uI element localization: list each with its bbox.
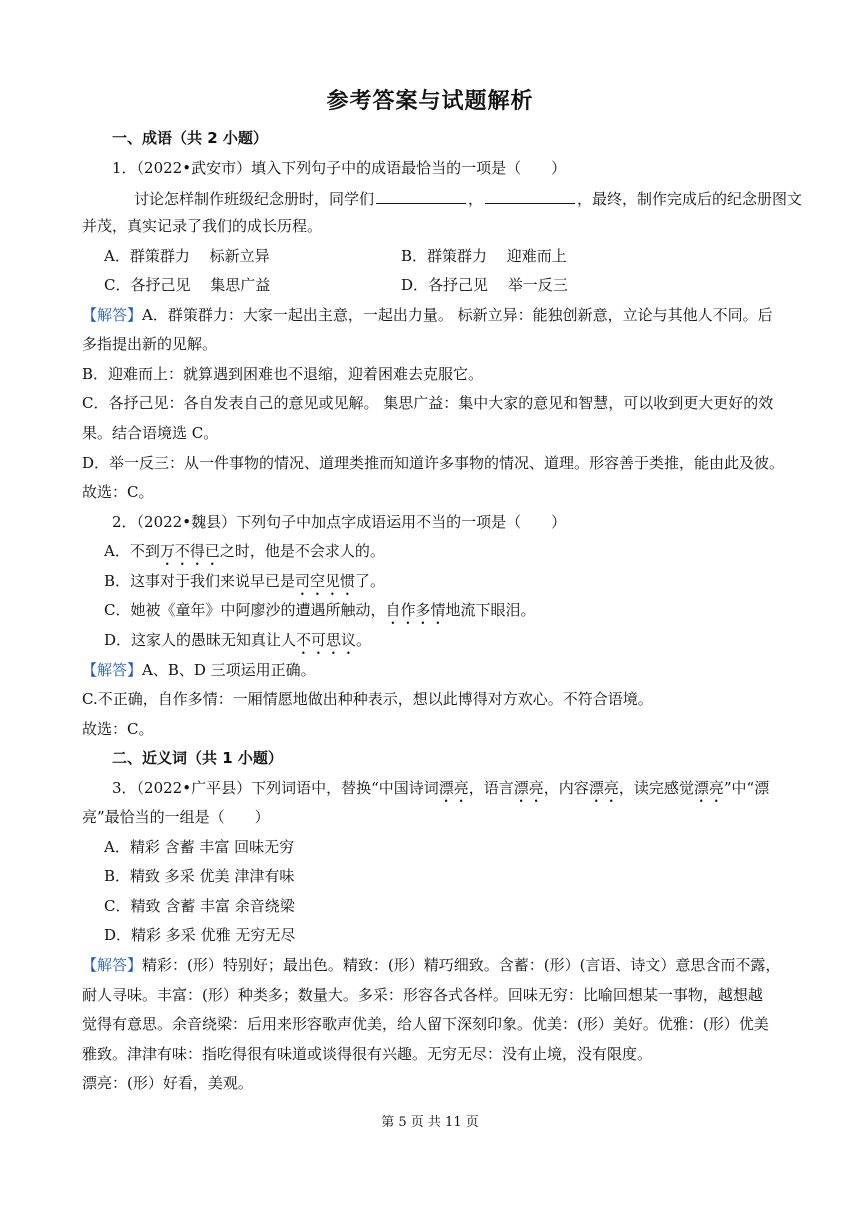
stem-text: ，语言 <box>468 779 514 797</box>
stem-text: 3．（2022•广平县）下列词语中，替换“中国诗词 <box>112 779 439 797</box>
question-2-option-d <box>104 630 371 658</box>
question-3-stem <box>112 778 769 806</box>
question-1-answer <box>82 305 773 325</box>
question-1-options-row2 <box>104 275 568 295</box>
emphasized-idiom: 自作多情 <box>385 601 446 619</box>
answer-line: 多指提出新的见解。 <box>82 335 218 353</box>
option-text: B．这事对于我们来说早已是 <box>104 572 296 590</box>
answer-blank <box>376 189 466 204</box>
answer-text: 精彩：(形）特别好；最出色。精致：(形）精巧细致。含蓄：(形）(言语、诗文）意思含而不露， <box>142 956 781 974</box>
question-2-stem: 2．（2022•魏县）下列句子中加点字成语运用不当的一项是（ ） <box>112 513 567 531</box>
question-2-option-a <box>104 541 385 569</box>
option-text: 了。 <box>355 572 386 590</box>
stem-text: ”中“漂 <box>723 779 770 797</box>
option-c: C．各抒己见 集思广益 <box>104 276 271 294</box>
answer-text: A．群策群力：大家一起出主意，一起出力量。 标新立异：能独创新意，立论与其他人不同。后 <box>142 306 773 324</box>
option-a: A．群策群力 标新立异 <box>104 247 270 265</box>
emphasized-word: 漂亮 <box>438 779 469 797</box>
question-3-answer <box>82 955 780 975</box>
answer-line: C．各抒己见：各自发表自己的意见或见解。 集思广益：集中大家的意见和智慧，可以收到更大更好的效 <box>82 394 774 412</box>
question-1-options-row1 <box>104 246 567 266</box>
answer-label: 【解答】 <box>82 661 143 679</box>
emphasized-word: 漂亮 <box>588 779 619 797</box>
question-3-stem-cont: 亮”最恰当的一组是（ ） <box>82 808 270 826</box>
page-title: 参考答案与试题解析 <box>326 89 534 114</box>
answer-line: 果。结合语境选 C。 <box>82 424 219 442</box>
option-text: A．不到 <box>104 542 160 560</box>
stem-text: ，读完感觉 <box>618 779 694 797</box>
answer-label: 【解答】 <box>82 306 143 324</box>
answer-blank <box>485 189 575 204</box>
answer-text: A、B、D 三项运用正确。 <box>142 661 316 679</box>
emphasized-idiom: 司空见惯 <box>295 572 356 590</box>
option-text: C．她被《童年》中阿廖沙的遭遇所触动， <box>104 601 386 619</box>
option-b: B．群策群力 迎难而上 <box>401 247 567 265</box>
question-1-stem: 1．（2022•武安市）填入下列句子中的成语最恰当的一项是（ ） <box>112 159 567 177</box>
answer-line: 觉得有意思。余音绕梁：后用来形容歌声优美，给人留下深刻印象。优美：(形）美好。优雅：(形）优美 <box>82 1015 769 1033</box>
question-2-answer <box>82 660 316 680</box>
question-3-option-b: B．精致 多采 优美 津津有味 <box>104 867 295 885</box>
question-1-context-cont: 并茂，真实记录了我们的成长历程。 <box>82 217 323 235</box>
question-1-context <box>134 189 802 209</box>
emphasized-word: 漂亮 <box>513 779 544 797</box>
option-text: 。 <box>356 631 372 649</box>
answer-line: C.不正确，自作多情：一厢情愿地做出种种表示，想以此博得对方欢心。不符合语境。 <box>82 690 653 708</box>
answer-line: B．迎难而上：就算遇到困难也不退缩，迎着困难去克服它。 <box>82 365 484 383</box>
question-2-option-c <box>104 600 536 628</box>
question-3-option-a: A．精彩 含蓄 丰富 回味无穷 <box>104 838 295 856</box>
option-text: 之时，他是不会求人的。 <box>219 542 385 560</box>
page-footer: 第 5 页 共 11 页 <box>381 1115 479 1130</box>
context-text: ，最终，制作完成后的纪念册图文 <box>577 190 803 208</box>
answer-line: 故选：C。 <box>82 483 154 501</box>
answer-label: 【解答】 <box>82 956 143 974</box>
option-text: 地流下眼泪。 <box>445 601 536 619</box>
answer-line: 雅致。津津有味：指吃得很有味道或谈得很有兴趣。无穷无尽：没有止境，没有限度。 <box>82 1045 653 1063</box>
section-heading-synonyms: 二、近义词（共 1 小题） <box>112 749 283 767</box>
answer-line: 漂亮：(形）好看，美观。 <box>82 1074 253 1092</box>
question-3-option-c: C．精致 含蓄 丰富 余音绕梁 <box>104 897 295 915</box>
option-text: D．这家人的愚昧无知真让人 <box>104 631 297 649</box>
answer-line: 故选：C。 <box>82 720 154 738</box>
emphasized-idiom: 不可思议 <box>296 631 357 649</box>
context-text: 讨论怎样制作班级纪念册时，同学们 <box>134 190 375 208</box>
emphasized-idiom: 万不得已 <box>159 542 220 560</box>
answer-line: D．举一反三：从一件事物的情况、道理类推而知道许多事物的情况、道理。形容善于类推，能由此及彼。 <box>82 454 785 472</box>
stem-text: ，内容 <box>543 779 589 797</box>
answer-line: 耐人寻味。丰富：(形）种类多；数量大。多采：形容各式各样。回味无穷：比喻回想某一事物，越想越 <box>82 986 763 1004</box>
option-d: D．各抒己见 举一反三 <box>401 276 568 294</box>
emphasized-word: 漂亮 <box>693 779 724 797</box>
question-3-option-d: D．精彩 多采 优雅 无穷无尽 <box>104 926 296 944</box>
context-text: ， <box>468 190 484 208</box>
question-2-option-b <box>104 571 385 599</box>
section-heading-idioms: 一、成语（共 2 小题） <box>112 129 268 147</box>
